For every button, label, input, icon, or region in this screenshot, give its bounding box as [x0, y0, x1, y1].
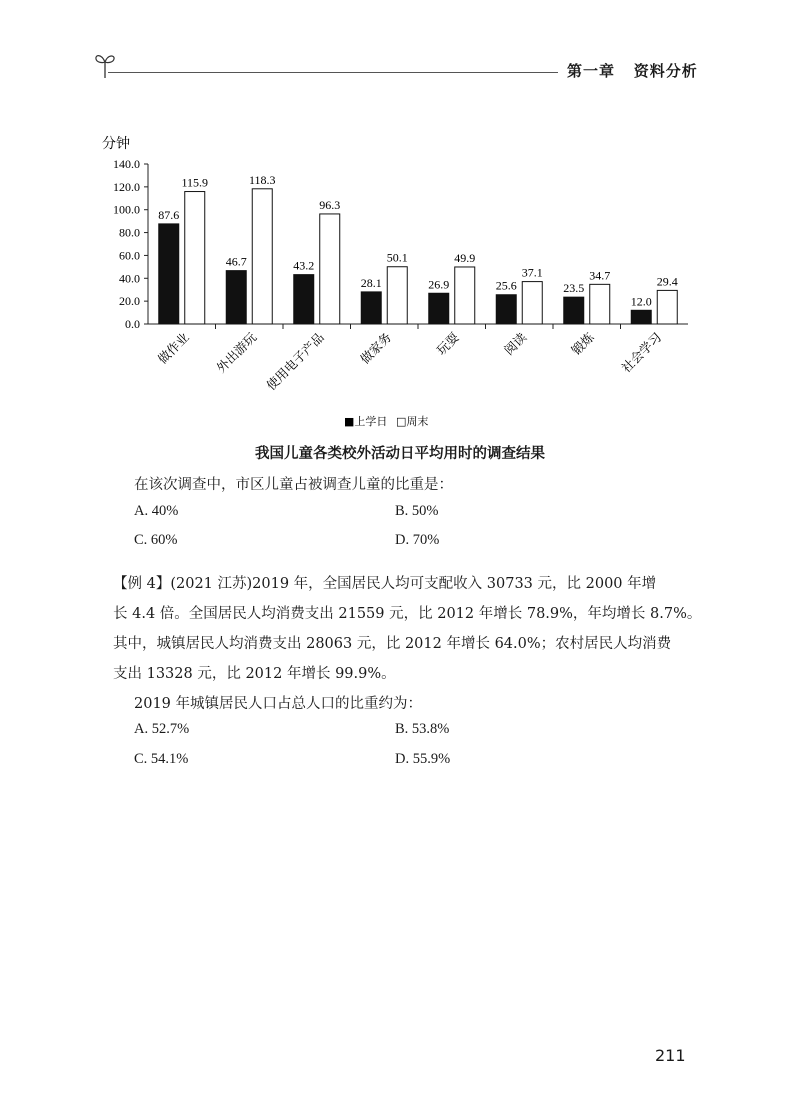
header-rule	[108, 72, 558, 73]
data-label: 26.9	[428, 277, 450, 292]
bar	[657, 290, 677, 324]
sprout-icon	[94, 48, 116, 80]
bar	[429, 293, 449, 324]
chapter-label: 第一章	[567, 62, 616, 80]
bar	[185, 192, 205, 324]
y-tick-label: 100.0	[113, 202, 140, 217]
data-label: 34.7	[589, 268, 611, 283]
y-tick-label: 0.0	[125, 317, 140, 331]
x-tick-label: 使用电子产品	[263, 329, 327, 394]
option-a: A. 40%	[134, 503, 179, 519]
x-axis-labels	[155, 329, 665, 393]
running-header	[567, 60, 698, 81]
legend-weekday: ■上学日	[344, 415, 388, 428]
y-tick-label: 60.0	[119, 248, 140, 263]
example-line-2: 长 4.4 倍。全国居民人均消费支出 21559 元，比 2012 年增长 78.9%，年均增长 8.7%。	[113, 606, 702, 622]
bar	[320, 214, 340, 324]
bar	[590, 284, 610, 324]
bar	[226, 271, 246, 324]
example-option-d: D. 55.9%	[395, 751, 451, 767]
y-tick-label: 40.0	[119, 271, 140, 286]
y-tick-label: 20.0	[119, 294, 140, 309]
bar	[252, 189, 272, 324]
example-question: 2019 年城镇居民人口占总人口的比重约为：	[134, 696, 423, 712]
bar	[387, 267, 407, 324]
y-tick-label: 140.0	[113, 157, 140, 171]
example-option-c: C. 54.1%	[134, 751, 189, 767]
data-label: 115.9	[181, 175, 209, 190]
bar	[294, 275, 314, 324]
x-tick-label: 阅读	[501, 329, 530, 358]
y-axis-label: 分钟	[102, 136, 130, 152]
data-label: 28.1	[360, 275, 382, 290]
data-label: 49.9	[454, 250, 476, 265]
bar	[496, 295, 516, 324]
data-label: 50.1	[386, 250, 408, 265]
x-tick-label: 锻炼	[568, 329, 597, 358]
example-line-4: 支出 13328 元，比 2012 年增长 99.9%。	[113, 666, 396, 682]
bar	[522, 282, 542, 324]
bar	[159, 224, 179, 324]
data-label: 25.6	[495, 278, 517, 293]
bar-chart	[98, 130, 698, 440]
example-option-a: A. 52.7%	[134, 721, 190, 737]
bar	[564, 297, 584, 324]
bar-series	[158, 173, 678, 324]
data-label: 118.3	[248, 172, 276, 187]
data-label: 96.3	[319, 197, 341, 212]
example-option-b: B. 53.8%	[395, 721, 450, 737]
data-label: 46.7	[225, 254, 247, 269]
x-tick-label: 社会学习	[618, 329, 665, 376]
data-label: 87.6	[158, 207, 180, 222]
bar	[631, 310, 651, 324]
example-line-1: 【例 4】(2021 江苏)2019 年，全国居民人均可支配收入 30733 元，比 2000 年增	[113, 576, 657, 592]
data-label: 37.1	[521, 265, 543, 280]
option-d: D. 70%	[395, 532, 440, 548]
section-label: 资料分析	[633, 62, 698, 80]
chart-caption: 我国儿童各类校外活动日平均用时的调查结果	[255, 446, 545, 462]
data-label: 12.0	[630, 294, 652, 309]
legend-weekend: □周末	[396, 415, 429, 428]
option-c: C. 60%	[134, 532, 178, 548]
option-b: B. 50%	[395, 503, 439, 519]
x-tick-label: 外出游玩	[213, 329, 260, 376]
bar	[455, 267, 475, 324]
data-label: 23.5	[563, 281, 585, 296]
example-line-3: 其中，城镇居民人均消费支出 28063 元，比 2012 年增长 64.0%；农村居民人均消费	[113, 636, 672, 652]
bar	[361, 292, 381, 324]
y-tick-label: 120.0	[113, 179, 140, 194]
y-tick-label: 80.0	[119, 225, 140, 240]
page-number: 211	[655, 1046, 686, 1065]
x-tick-label: 做家务	[357, 329, 395, 367]
data-label: 43.2	[293, 258, 315, 273]
x-tick-label: 做作业	[154, 329, 192, 367]
x-tick-label: 玩耍	[433, 329, 462, 358]
data-label: 29.4	[656, 274, 678, 289]
question-stem: 在该次调查中，市区儿童占被调查儿童的比重是：	[134, 477, 453, 493]
